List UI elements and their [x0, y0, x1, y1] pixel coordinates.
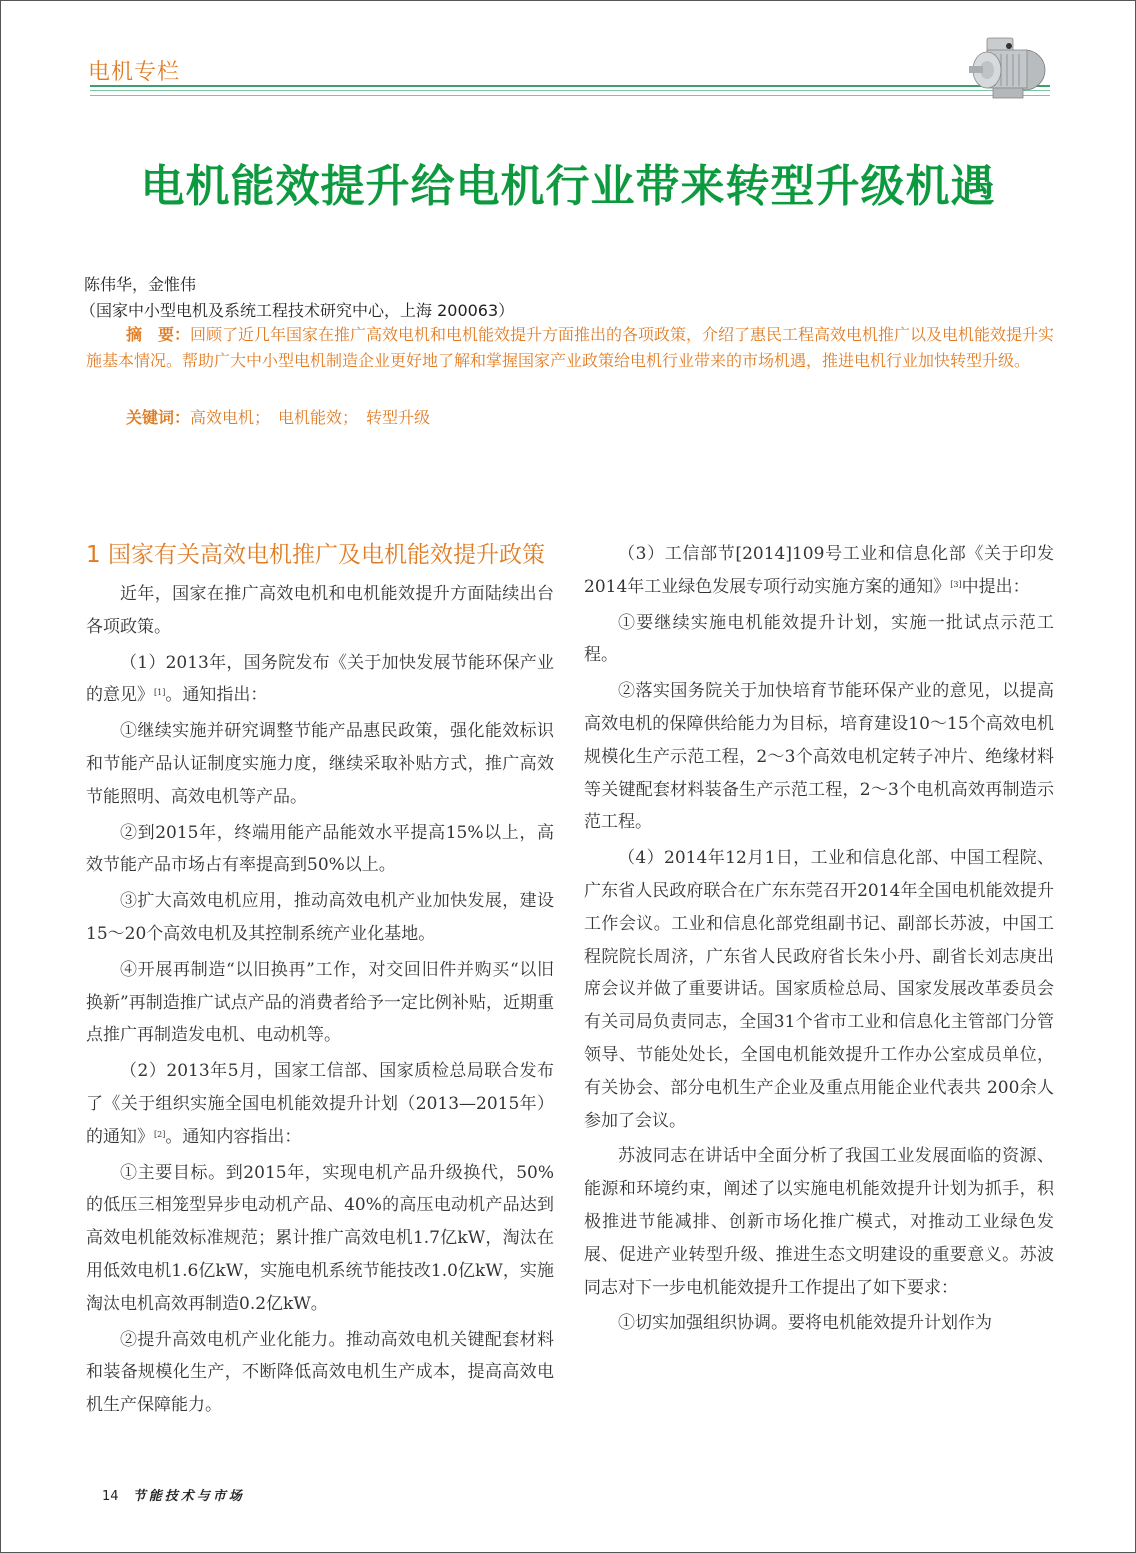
- paragraph: [86, 1157, 554, 1321]
- paragraph-text: （2）2013年5月，国家工信部、国家质检总局联合发布了《关于组织实施全国电机能效提升计划（2013—2015年）的通知》: [86, 1061, 554, 1147]
- paragraph-text: （3）工信部节[2014]109号工业和信息化部《关于印发2014年工业绿色发展专项行动实施方案的通知》: [584, 544, 1054, 597]
- header-rule: [90, 85, 1050, 87]
- paragraph: [86, 885, 554, 951]
- authors: 陈伟华，金惟伟: [84, 275, 197, 294]
- paragraph-text: ①继续实施并研究调整节能产品惠民政策，强化能效标识和节能产品认证制度实施力度，继续采取补贴方式，推广高效节能照明、高效电机等产品。: [86, 721, 554, 807]
- section-heading: 1 国家有关高效电机推广及电机能效提升政策: [86, 542, 545, 568]
- citation-ref: [2]: [154, 1129, 166, 1139]
- paragraph-text: ②提升高效电机产业化能力。推动高效电机关键配套材料和装备规模化生产，不断降低高效电机生产成本，提高高效电机生产保障能力。: [86, 1329, 554, 1416]
- paragraph: [86, 715, 554, 813]
- left-column: [86, 540, 554, 1425]
- paragraph: [584, 675, 1054, 839]
- paragraph-text: ③扩大高效电机应用，推动高效电机产业加快发展，建设15～20个高效电机及其控制系统产业化基地。: [86, 891, 554, 944]
- paragraph-text: ①要继续实施电机能效提升计划，实施一批试点示范工程。: [584, 612, 1054, 666]
- keywords-label: 关键词：: [126, 408, 191, 427]
- paragraph-text: ①主要目标。到2015年，实现电机产品升级换代，50%的低压三相笼型异步电动机产品、40%的高压电动机产品达到高效电机能效标准规范；累计推广高效电机1.7亿kW，淘汰在用低效电机1.6亿kW，实施电机系统节能技改1.0亿kW，实施淘汰电机高效再制造0.2亿kW。: [86, 1162, 554, 1314]
- citation-ref: [1]: [154, 688, 166, 698]
- paragraph-text: 苏波同志在讲话中全面分析了我国工业发展面临的资源、能源和环境约束，阐述了以实施电机能效提升计划为抓手，积极推进节能减排、创新市场化推广模式，对推动工业绿色发展、促进产业转型升级、推进生态文明建设的重要意义。苏波同志对下一步电机能效提升工作提出了如下要求：: [584, 1146, 1054, 1298]
- keywords-text: 高效电机； 电机能效； 转型升级: [190, 408, 431, 427]
- paragraph: [584, 1307, 1054, 1340]
- page-footer: [102, 1485, 245, 1504]
- paragraph-text: ②落实国务院关于加快培育节能环保产业的意见，以提高高效电机的保障供给能力为目标，培育建设10～15个高效电机规模化生产示范工程，2～3个高效电机定转子冲片、绝缘材料等关键配套材料装备生产示范工程，2～3个电机高效再制造示范工程。: [584, 681, 1054, 833]
- paragraph-text: ②到2015年，终端用能产品能效水平提高15%以上，高效节能产品市场占有率提高到50%以上。: [86, 822, 554, 876]
- paragraph: [86, 1055, 554, 1153]
- header-rule: [90, 95, 1050, 96]
- paragraph-text: 中提出：: [961, 576, 1030, 597]
- paragraph-text: ④开展再制造“以旧换再”工作，对交回旧件并购买“以旧换新”再制造推广试点产品的消费者给予一定比例补贴，近期重点推广再制造发电机、电动机等。: [86, 959, 554, 1046]
- paragraph-text: 。通知内容指出：: [165, 1126, 302, 1147]
- paragraph-text: 。通知指出：: [165, 685, 268, 706]
- paragraph: [86, 578, 554, 644]
- paragraph: [86, 954, 554, 1052]
- paragraph: [584, 1140, 1054, 1304]
- page-number: 14: [102, 1489, 119, 1504]
- abstract-text: 回顾了近几年国家在推广高效电机和电机能效提升方面推出的各项政策，介绍了惠民工程高效电机推广以及电机能效提升实施基本情况。帮助广大中小型电机制造企业更好地了解和掌握国家产业政策给电机行业带来的市场机遇，推进电机行业加快转型升级。: [86, 325, 1055, 370]
- abstract-label: 摘 要：: [126, 325, 191, 344]
- paragraph: [86, 647, 554, 713]
- paragraph: [584, 538, 1054, 604]
- abstract: [86, 322, 1061, 374]
- paragraph-text: 近年，国家在推广高效电机和电机能效提升方面陆续出台各项政策。: [86, 584, 554, 637]
- paragraph-text: （1）2013年，国务院发布《关于加快发展节能环保产业的意见》: [86, 652, 554, 706]
- paragraph-text: （4）2014年12月1日，工业和信息化部、中国工程院、广东省人民政府联合在广东东莞召开2014年全国电机能效提升工作会议。工业和信息化部党组副书记、副部长苏波，中国工程院院长周济，广东省人民政府省长朱小丹、副省长刘志庚出席会议并做了重要讲话。国家质检总局、国家发展改革委员会有关司局负责同志，全国31个省市工业和信息化主管部门分管领导、节能处处长，全国电机能效提升工作办公室成员单位，有关协会、部分电机生产企业及重点用能企业代表共 200余人参加了会议。: [584, 848, 1054, 1131]
- article-title: 电机能效提升给电机行业带来转型升级机遇: [140, 161, 996, 212]
- column-label: 电机专栏: [88, 60, 181, 85]
- paragraph: [584, 842, 1054, 1137]
- header-rule: [90, 90, 1050, 91]
- affiliation: （国家中小型电机及系统工程技术研究中心，上海 200063）: [80, 301, 515, 320]
- paragraph: [584, 607, 1054, 673]
- paragraph: [86, 1324, 554, 1422]
- paragraph-text: ①切实加强组织协调。要将电机能效提升计划作为: [618, 1313, 992, 1334]
- citation-ref: [3]: [950, 579, 962, 589]
- journal-name: 节能技术与市场: [132, 1489, 245, 1504]
- keywords: [126, 405, 430, 428]
- paragraph: [86, 817, 554, 883]
- motor-icon: [965, 36, 1055, 104]
- right-column: [584, 538, 1054, 1343]
